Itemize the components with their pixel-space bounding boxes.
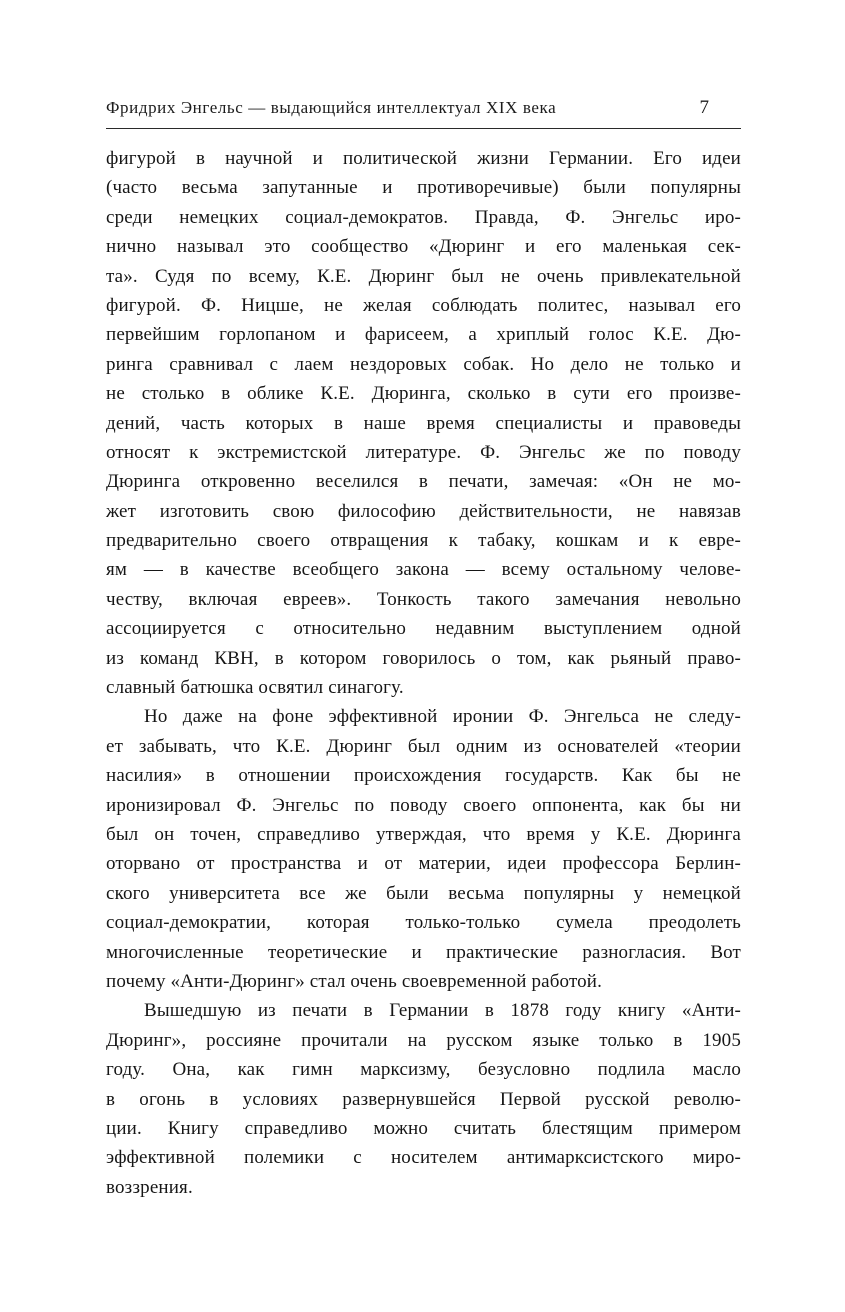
text-line: эффективной полемики с носителем антимарксистского миро- — [106, 1147, 741, 1169]
text-line: ассоциируется с относительно недавним выступлением одной — [106, 618, 741, 640]
text-line: году. Она, как гимн марксизму, безусловно подлила масло — [106, 1059, 741, 1081]
text-column — [106, 0, 741, 1202]
text-line: фигурой. Ф. Ницше, не желая соблюдать политес, называл его — [106, 294, 741, 316]
text-line: воззрения. — [106, 1176, 193, 1198]
text-line: Дюринга откровенно веселился в печати, замечая: «Он не мо- — [106, 471, 741, 493]
text-line: был он точен, справедливо утверждая, что время у К.Е. Дюринга — [106, 823, 741, 845]
text-line: Вышедшую из печати в Германии в 1878 году книгу «Анти- — [144, 1000, 741, 1022]
text-line: ции. Книгу справедливо можно считать блестящим примером — [106, 1117, 741, 1139]
text-line: Дюринг», россияне прочитали на русском языке только в 1905 — [106, 1029, 741, 1051]
running-header-title: Фридрих Энгельс — выдающийся интеллектуал XIX века — [106, 98, 557, 117]
text-line: социал-демократии, которая только-только сумела преодолеть — [106, 912, 741, 934]
text-line: ского университета все же были весьма популярны у немецкой — [106, 882, 741, 904]
running-header — [106, 97, 741, 119]
text-line: ет забывать, что К.Е. Дюринг был одним из основателей «теории — [106, 735, 741, 757]
text-line: честву, включая евреев». Тонкость такого замечания невольно — [106, 588, 741, 610]
text-line: из команд КВН, в котором говорилось о том, как рьяный право- — [106, 647, 741, 669]
text-line: та». Судя по всему, К.Е. Дюринг был не очень привлекательной — [106, 265, 741, 287]
header-divider — [106, 128, 741, 129]
text-line: дений, часть которых в наше время специалисты и правоведы — [106, 412, 741, 434]
text-line: первейшим горлопаном и фарисеем, а хриплый голос К.Е. Дю- — [106, 324, 741, 346]
text-line: предварительно своего отвращения к табаку, кошкам и к евре- — [106, 530, 741, 552]
text-line: жет изготовить свою философию действительности, не навязав — [106, 500, 741, 522]
text-line: (часто весьма запутанные и противоречивые) были популярны — [106, 177, 741, 199]
text-line: иронизировал Ф. Энгельс по поводу своего оппонента, как бы ни — [106, 794, 741, 816]
text-line: в огонь в условиях развернувшейся Первой русской револю- — [106, 1088, 741, 1110]
text-line: относят к экстремистской литературе. Ф. Энгельс же по поводу — [106, 441, 741, 463]
text-line: Но даже на фоне эффективной иронии Ф. Энгельса не следу- — [144, 706, 741, 728]
text-line: оторвано от пространства и от материи, идеи профессора Берлин- — [106, 853, 741, 875]
page-number: 7 — [699, 97, 709, 118]
text-line: не столько в облике К.Е. Дюринга, сколько в сути его произве- — [106, 383, 741, 405]
body-text — [106, 144, 741, 1202]
text-line: почему «Анти-Дюринг» стал очень своевременной работой. — [106, 970, 603, 992]
text-line: насилия» в отношении происхождения государств. Как бы не — [106, 765, 741, 787]
text-line: фигурой в научной и политической жизни Германии. Его идеи — [106, 148, 741, 169]
text-line: ринга сравнивал с лаем нездоровых собак. Но дело не только и — [106, 353, 741, 375]
text-line: славный батюшка освятил синагогу. — [106, 677, 404, 699]
text-line: нично называл это сообщество «Дюринг и его маленькая сек- — [106, 236, 741, 258]
text-line: ям — в качестве всеобщего закона — всему остальному челове- — [106, 559, 741, 581]
text-line: многочисленные теоретические и практические разногласия. Вот — [106, 941, 741, 963]
text-line: среди немецких социал-демократов. Правда, Ф. Энгельс иро- — [106, 206, 741, 228]
